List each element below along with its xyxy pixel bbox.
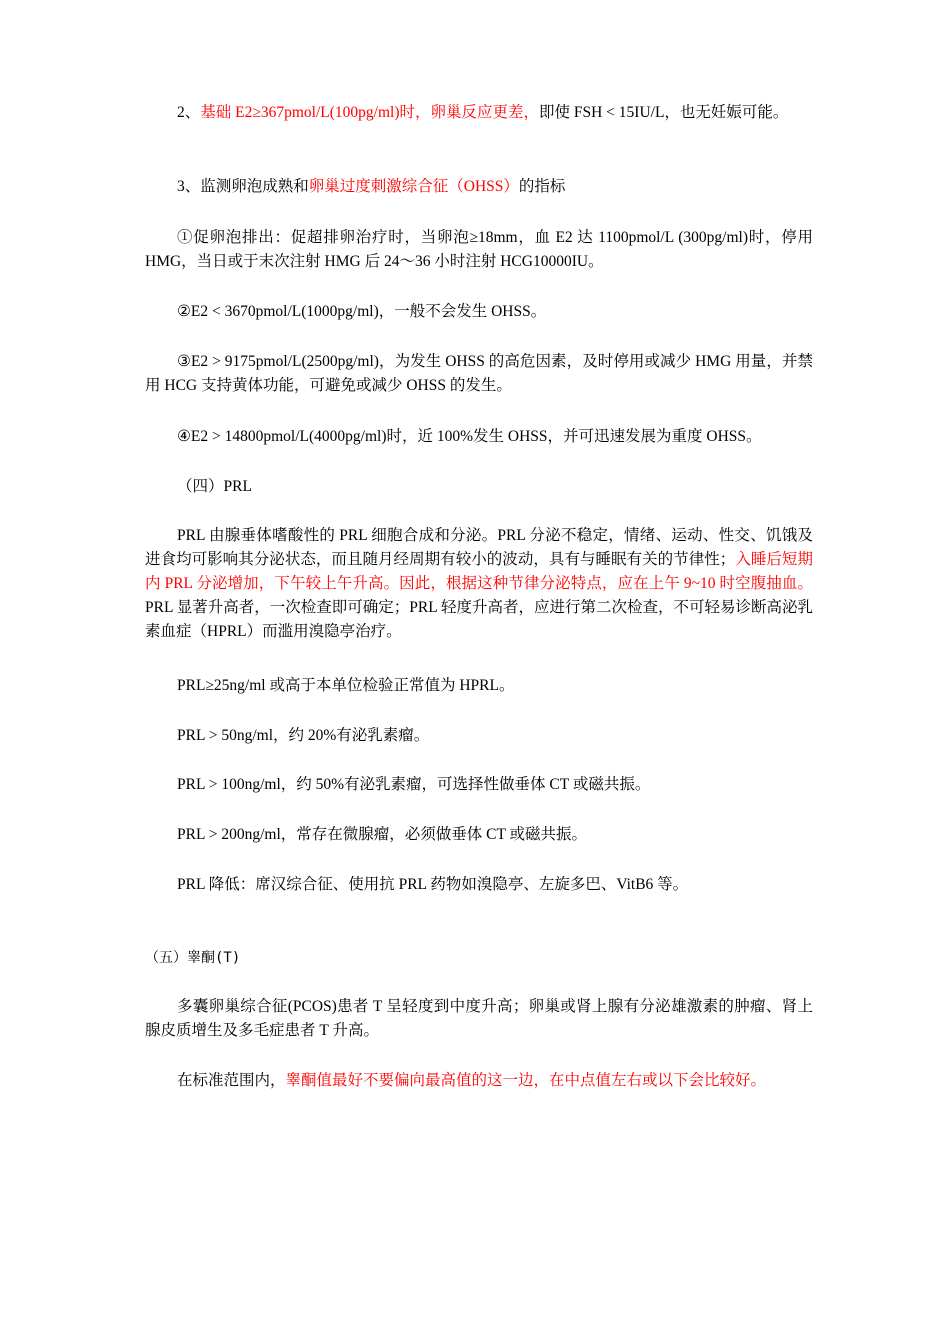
paragraph-item-1: ①促卵泡排出：促超排卵治疗时，当卵泡≥18mm，血 E2 达 1100pmol/L (300pg/ml)时，停用 HMG，当日或于末次注射 HMG 后 24～36 小时注射 HCG10000IU。 xyxy=(145,229,813,270)
paragraph-prl-200: PRL > 200ng/ml，常存在微腺瘤，必须做垂体 CT 或磁共振。 xyxy=(177,826,588,843)
paragraph-testosterone-range: 在标准范围内，睾酮值最好不要偏向最高值的这一边，在中点值左右或以下会比较好。 xyxy=(177,1072,767,1089)
paragraph-prl-100: PRL > 100ng/ml，约 50%有泌乳素瘤，可选择性做垂体 CT 或磁共振。 xyxy=(177,776,651,793)
highlight-text: 卵巢过度刺激综合征（OHSS） xyxy=(308,178,519,195)
highlight-text: 睾酮值最好不要偏向最高值的这一边，在中点值左右或以下会比较好。 xyxy=(285,1072,767,1089)
paragraph-item-3: ③E2 > 9175pmol/L(2500pg/ml)，为发生 OHSS 的高危因素，及时停用或减少 HMG 用量，并禁用 HCG 支持黄体功能，可避免或减少 OHSS 的发生。 xyxy=(145,353,813,394)
paragraph-pcos: 多囊卵巢综合征(PCOS)患者 T 呈轻度到中度升高；卵巢或肾上腺有分泌雄激素的肿瘤、肾上腺皮质增生及多毛症患者 T 升高。 xyxy=(145,998,813,1039)
section-heading-prl: （四）PRL xyxy=(177,478,252,495)
paragraph-prl-25: PRL≥25ng/ml 或高于本单位检验正常值为 HPRL。 xyxy=(177,677,515,694)
paragraph-item-2: ②E2 < 3670pmol/L(1000pg/ml)，一般不会发生 OHSS。 xyxy=(177,303,547,320)
paragraph-prl-low: PRL 降低：席汉综合征、使用抗 PRL 药物如溴隐亭、左旋多巴、VitB6 等。 xyxy=(177,876,689,893)
highlight-text: 基础 E2≥367pmol/L(100pg/ml)时，卵巢反应更差， xyxy=(200,104,539,121)
paragraph-prl-50: PRL > 50ng/ml，约 20%有泌乳素瘤。 xyxy=(177,727,430,744)
paragraph-baseline-e2: 2、基础 E2≥367pmol/L(100pg/ml)时，卵巢反应更差，即使 FSH < 15IU/L，也无妊娠可能。 xyxy=(177,104,789,121)
paragraph-ohss-heading: 3、监测卵泡成熟和卵巢过度刺激综合征（OHSS）的指标 xyxy=(177,178,566,195)
highlight-text: 入睡后短期内 PRL 分泌增加，下午较上午升高。因此，根据这种节律分泌特点，应在上午 9~10 时空腹抽血。 xyxy=(145,551,813,592)
paragraph-prl-description: PRL 由腺垂体嗜酸性的 PRL 细胞合成和分泌。PRL 分泌不稳定，情绪、运动、性交、饥饿及进食均可影响其分泌状态，而且随月经周期有较小的波动，具有与睡眠有关的节律性；入睡后短期内 PRL 分泌增加，下午较上午升高。因此，根据这种节律分泌特点，应在上午 9~10 时空腹抽血。PRL 显著升高者，一次检查即可确定；PRL 轻度升高者，应进行第二次检查，不可轻易诊断高泌乳素血症（HPRL）而滥用溴隐亭治疗。 xyxy=(145,527,813,640)
paragraph-item-4: ④E2 > 14800pmol/L(4000pg/ml)时，近 100%发生 OHSS，并可迅速发展为重度 OHSS。 xyxy=(177,428,762,445)
section-heading-testosterone: （五）睾酮(T) xyxy=(145,950,241,966)
